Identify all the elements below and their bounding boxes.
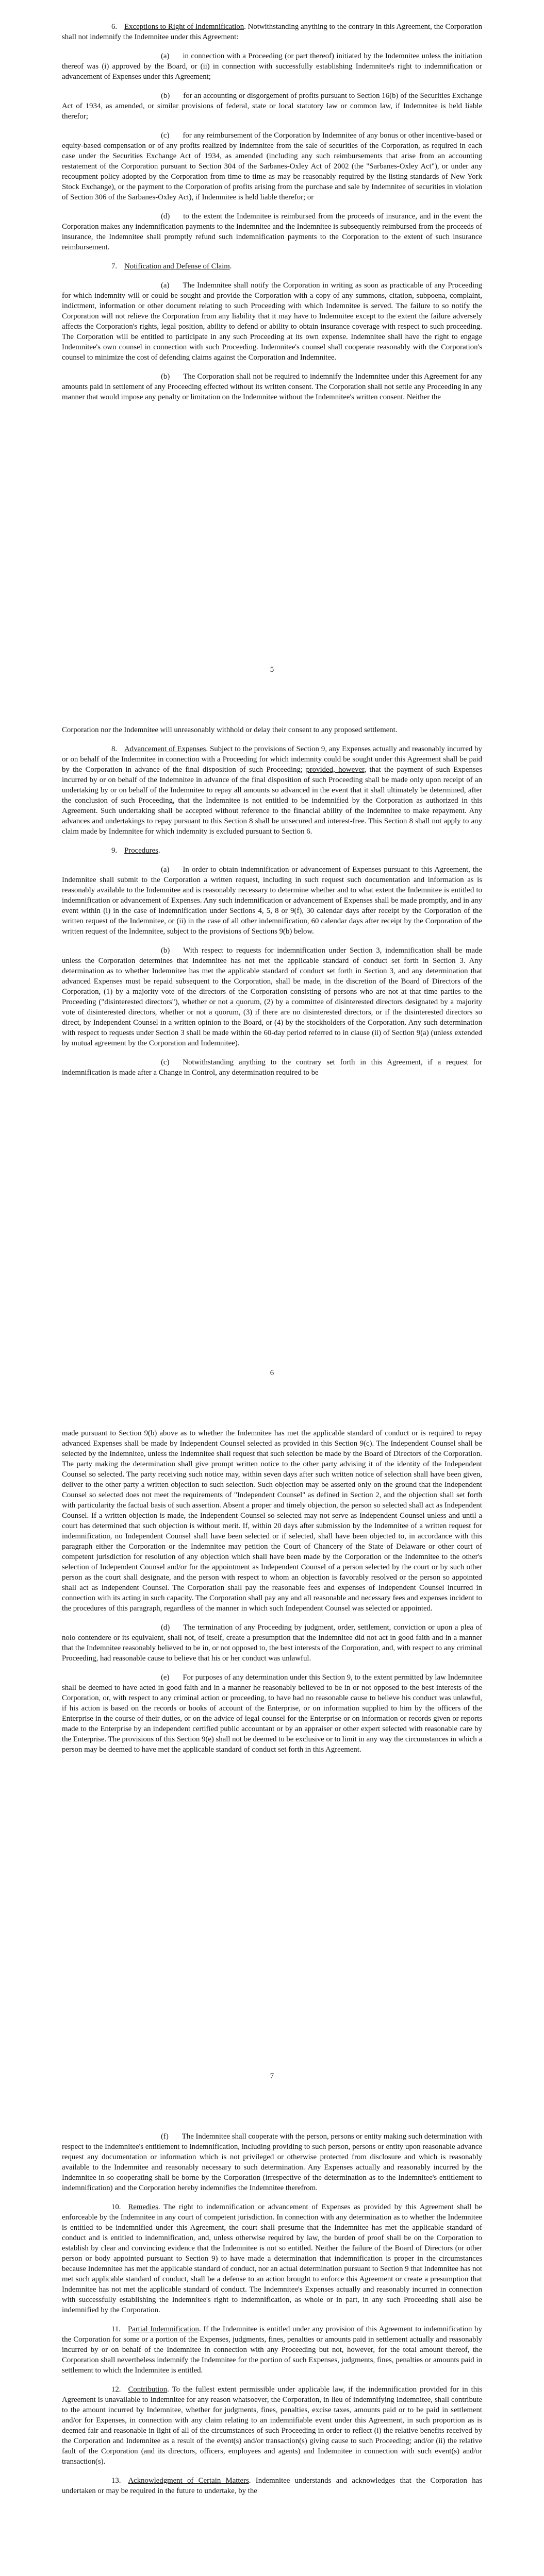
clause-label: (a) (161, 866, 170, 874)
section-11-paragraph: 11. Partial Indemnification. If the Indemnitee is entitled under any provision of this Agreement to indemnification by the Corporation for some or a portion of the Expenses, judgments, fines, penalties or amounts paid in settlement actually and reasonably incurred by or on behalf of the Indemnitee in connection with any Proceeding but not, however, for the total amount thereof, the Corporation shall nevertheless indemnify the Indemnitee for the portion of such Expenses, judgments, fines, penalties or amounts paid in settlement to which the Indemnitee is entitled. (62, 2325, 482, 2375)
document-page-6 (0, 703, 544, 1406)
section-6-paragraph: 6. Exceptions to Right of Indemnification. Notwithstanding anything to the contrary in this Agreement, the Corporation shall not indemnify the Indemnitee under this Agreement: (62, 23, 482, 41)
provided-however: provided, however (306, 766, 365, 774)
section-text: If the Indemnitee is entitled under any provision of this Agreement to indemnification by the Corporation for some or a portion of the Expenses, judgments, fines, penalties or amounts paid in settlement actually and reasonably incurred by or on behalf of the Indemnitee in connection with any Proceeding but not, however, for the total amount thereof, the Corporation shall nevertheless indemnify the Indemnitee for the portion of such Expenses, judgments, fines, penalties or amounts paid in settlement to which the Indemnitee is entitled. (62, 2325, 482, 2375)
clause-label: (d) (161, 212, 170, 221)
clause-label: (b) (161, 92, 170, 100)
clause-label: (d) (161, 1623, 170, 1632)
document-page-7 (0, 1406, 544, 2110)
section-text: Indemnitee understands and acknowledges that the Corporation has undertaken or may be required in the future to undertake, by the (62, 2477, 483, 2495)
document-page-8 (0, 2110, 544, 2576)
clause-text: The Indemnitee shall notify the Corporation in writing as soon as practicable of any Proceeding for which indemnity will or could be sought and provide the Corporation with a copy of any summons, citation, subpoena, complaint, indictment, information or other document relating to such Proceeding with which Indemnitee is served. The failure to so notify the Corporation will not relieve the Corporation from any liability that it may have to Indemnitee except to the extent the failure adversely affects the Corporation's rights, legal position, ability to defend or ability to obtain insurance coverage with respect to such proceeding. The Corporation will be entitled to participate in any such Proceeding at its own expense. Indemnitee shall have the right to engage Indemnitee's own counsel in connection with such Proceeding. Indemnitee's counsel shall cooperate reasonably with the Corporation's counsel to minimize the cost of defending claims against the Corporation and Indemnitee. (62, 281, 482, 362)
clause-9d (62, 1622, 482, 1664)
clause-text: to the extent the Indemnitee is reimbursed from the proceeds of insurance, and in the event the Corporation makes any indemnification payments to the Indemnitee and the Indemnitee is subsequently reimbursed from the proceeds of insurance, the Indemnitee shall promptly refund such indemnification payments to the Corporation to the extent of such insurance reimbursement. (62, 212, 482, 251)
clause-9e (62, 1672, 482, 1755)
clause-label: (f) (161, 2132, 169, 2141)
section-8-paragraph: 8. Advancement of Expenses. Subject to the provisions of Section 9, any Expenses actually and reasonably incurred by or on behalf of the Indemnitee in connection with a Proceeding for which indemnity could be sought under this Agreement shall be paid by the Corporation in advance of the final disposition of such Proceeding; provided, however, that the payment of such Expenses incurred by or on behalf of the Indemnitee in advance of the final disposition of such Proceeding shall be made only upon receipt of an undertaking by or on behalf of the Indemnitee to repay all amounts so advanced in the event that it shall ultimately be determined, after the conclusion of such Proceeding, that the Indemnitee is not entitled to be indemnified by the Corporation as authorized in this Agreement. Such undertaking shall be accepted without reference to the financial ability of the Indemnitee to make repayment. Any advances and undertakings to repay pursuant to this Section 8 shall be unsecured and interest-free. This Section 8 shall not apply to any claim made by Indemnitee for which indemnity is excluded pursuant to Section 6. (62, 745, 482, 836)
page-number: 5 (270, 666, 274, 674)
clause-label: (b) (161, 946, 170, 955)
carryover-text: Corporation nor the Indemnitee will unreasonably withhold or delay their consent to any proposed settlement. (62, 726, 398, 734)
section-10-paragraph: 10. Remedies. The right to indemnification or advancement of Expenses as provided by this Agreement shall be enforceable by the Indemnitee in any court of competent jurisdiction. In connection with any determination as to whether the Indemnitee is entitled to be indemnified under this Agreement, the court shall presume that the Indemnitee has met the applicable standard of conduct and is entitled to indemnification, and, unless otherwise required by law, the burden of proof shall be on the Corporation to establish by clear and convincing evidence that the Indemnitee is not so entitled. Neither the failure of the Board of Directors (or other person or body appointed pursuant to Section 9) to have made a determination that indemnification is proper in the circumstances because Indemnitee has met the applicable standard of conduct, nor an actual determination pursuant to Section 9 that Indemnitee has not met such applicable standard of conduct, shall be a defense to an action brought to enforce this Agreement or create a presumption that Indemnitee has not met the applicable standard of conduct. The Indemnitee's Expenses actually and reasonably incurred in connection with successfully establishing the Indemnitee's right to indemnification, as whole or in part, in any such Proceeding shall also be indemnified by the Corporation. (62, 2203, 482, 2314)
section-12-paragraph: 12. Contribution. To the fullest extent permissible under applicable law, if the indemnification provided for in this Agreement is unavailable to Indemnitee for any reason whatsoever, the Corporation, in lieu of indemnifying Indemnitee, shall contribute to the amount incurred by Indemnitee, whether for judgments, fines, penalties, excise taxes, amounts paid or to be paid in settlement and/or for Expenses, in connection with any claim relating to an indemnifiable event under this Agreement, in such proportion as is deemed fair and reasonable in light of all of the circumstances of such Proceeding in order to reflect (i) the relative benefits received by the Corporation and Indemnitee as a result of the event(s) and/or transaction(s) giving cause to such Proceeding; and/or (ii) the relative fault of the Corporation (and its directors, officers, employees and agents) and Indemnitee in connection with such event(s) and/or transaction(s). (62, 2385, 482, 2466)
clause-text: The Corporation shall not be required to indemnify the Indemnitee under this Agreement for any amounts paid in settlement of any Proceeding effected without its written consent. The Corporation shall not settle any Proceeding in any manner that would impose any penalty or limitation on the Indemnitee without the Indemnitee's written consent. Neither the (62, 372, 482, 401)
clause-text: The termination of any Proceeding by judgment, order, settlement, conviction or upon a plea of nolo contendere or its equivalent, shall not, of itself, create a presumption that the Indemnitee did not act in good faith and in a manner that the Indemnitee reasonably believed to be in, or not opposed to, the best interests of the Corporation, and, with respect to any criminal Proceeding, had reasonable cause to believe that his or her conduct was unlawful. (62, 1623, 482, 1663)
clause-6a (62, 51, 482, 82)
section-heading: Exceptions to Right of Indemnification (124, 23, 244, 31)
section-text: Subject to the provisions of Section 9, any Expenses actually and reasonably incurred by or on behalf of the Indemnitee in connection with a Proceeding for which indemnity could be sought under this Agreement shall be paid by the Corporation in advance of the final disposition of such Proceeding; (62, 745, 482, 774)
section-text: To the fullest extent permissible under applicable law, if the indemnification provided for in this Agreement is unavailable to Indemnitee for any reason whatsoever, the Corporation, in lieu of indemnifying Indemnitee, shall contribute to the amount incurred by Indemnitee, whether for judgments, fines, penalties, excise taxes, amounts paid or to be paid in settlement and/or for Expenses, in connection with any claim relating to an indemnifiable event under this Agreement, in such proportion as is deemed fair and reasonable in light of all of the circumstances of such Proceeding in order to reflect (i) the relative benefits received by the Corporation and Indemnitee as a result of the event(s) and/or transaction(s) giving cause to such Proceeding; and/or (ii) the relative fault of the Corporation (and its directors, officers, employees and agents) and Indemnitee in connection with such event(s) and/or transaction(s). (62, 2385, 482, 2466)
clause-9b (62, 945, 482, 1048)
page-number: 7 (270, 2072, 274, 2080)
section-heading: Contribution (128, 2385, 168, 2394)
clause-text: With respect to requests for indemnification under Section 3, indemnification shall be made unless the Corporation determines that Indemnitee has not met the applicable standard of conduct set forth in Section 3. Any determination as to whether Indemnitee has met the applicable standard of conduct set forth in Section 3, and any determination that advanced Expenses must be repaid subsequent to the Corporation, shall be made, in the discretion of the Board of Directors of the Corporation, (1) by a majority vote of the directors of the Corporation consisting of persons who are not at that time parties to the Proceeding ("disinterested directors"), whether or not a quorum, (2) by a committee of disinterested directors designated by a majority vote of disinterested directors, whether or not a quorum, (3) if there are no disinterested directors, or if the disinterested directors so direct, by Independent Counsel in a written opinion to the Board, or (4) by the stockholders of the Corporation. Any such determination with respect to requests under Section 3 shall be made within the 60-day period referred to in clause (ii) of Section 9(a) (unless extended by mutual agreement by the Corporation and Indemnitee). (62, 946, 482, 1047)
clause-text: In order to obtain indemnification or advancement of Expenses pursuant to this Agreement, the Indemnitee shall submit to the Corporation a written request, including in such request such documentation and information as is reasonably available to the Indemnitee and is reasonably necessary to determine whether and to what extent the Indemnitee is entitled to indemnification or advancement of Expenses. Any such indemnification or advancement of Expenses shall be made promptly, and in any event within (i) in the case of indemnification under Sections 4, 5, 8 or 9(f), 30 calendar days after receipt by the Corporation of the written request of the Indemnitee, or (ii) in the case of all other indemnification, 60 calendar days after receipt by the Corporation of the written request of the Indemnitee, subject to the provisions of Sections 9(b) below. (62, 866, 482, 936)
clause-6c (62, 130, 482, 202)
clause-text: Notwithstanding anything to the contrary set forth in this Agreement, if a request for indemnification is made after a Change in Control, any determination required to be (62, 1058, 482, 1077)
section-heading: Advancement of Expenses (124, 745, 206, 753)
clause-label: (c) (161, 1058, 170, 1066)
page-number: 6 (270, 1369, 274, 1377)
clause-text: For purposes of any determination under this Section 9, to the extent permitted by law Indemnitee shall be deemed to have acted in good faith and in a manner he reasonably believed to be in or not opposed to the best interests of the Corporation, or, with respect to any criminal action or proceeding, to have had no reasonable cause to believe his conduct was unlawful, if his action is based on the records or books of account of the Enterprise, or on information supplied to him by the officers of the Enterprise in the course of their duties, or on the advice of legal counsel for the Enterprise or on information or records given or reports made to the Enterprise by an independent certified public accountant or by an appraiser or other expert selected with reasonable care by the Enterprise. The provisions of this Section 9(e) shall not be deemed to be exclusive or to limit in any way the circumstances in which a person may be deemed to have met the applicable standard of conduct set forth in this Agreement. (62, 1673, 482, 1754)
section-number: 12. (111, 2385, 121, 2394)
section-7-heading: 7. Notification and Defense of Claim. (62, 261, 482, 272)
section-9-heading: 9. Procedures. (62, 845, 482, 856)
clause-label: (e) (161, 1673, 170, 1682)
section-heading: Procedures (124, 846, 158, 855)
carryover-text: made pursuant to Section 9(b) above as to whether the Indemnitee has met the applicable standard of conduct or is required to repay advanced Expenses shall be made by Independent Counsel selected as provided in this Section 9(c). The Independent Counsel shall be selected by the Indemnitee, unless the Indemnitee shall request that such selection be made by the Board of Directors of the Corporation. The party making the determination shall give prompt written notice to the other party advising it of the identity of the Independent Counsel so selected. The party receiving such notice may, within seven days after such written notice of selection shall have been given, deliver to the other party a written objection to such selection. Such objection may be asserted only on the ground that the Independent Counsel so selected does not meet the requirements of "Independent Counsel" as defined in Section 2, and the objection shall set forth with particularity the factual basis of such assertion. Absent a proper and timely objection, the person so selected shall act as Independent Counsel. If a written objection is made, the Independent Counsel so selected may not serve as Independent Counsel unless and until a court has determined that such objection is without merit. If, within 20 days after submission by the Indemnitee of a written request for indemnification, no Independent Counsel shall have been selected or if selected, shall have been objected to, in accordance with this paragraph either the Corporation or the Indemnitee may petition the Court of Chancery of the State of Delaware or other court of competent jurisdiction for resolution of any objection which shall have been made by the Corporation or the Indemnitee to the other's selection of Independent Counsel and/or for the appointment as Independent Counsel of a person selected by the court or by such other person as the court shall designate, and the person with respect to whom an objection is favorably resolved or the person so appointed shall act as Independent Counsel. The Corporation shall pay the reasonable fees and expenses of Independent Counsel incurred in connection with its acting in such capacity. The Corporation shall pay any and all reasonable and necessary fees and expenses incident to the procedures of this paragraph, regardless of the manner in which such Independent Counsel was selected or appointed. (62, 1429, 482, 1613)
section-text: Notwithstanding anything to the contrary in this Agreement, the Corporation shall not indemnify the Indemnitee under this Agreement: (62, 23, 482, 41)
section-number: 8. (111, 745, 118, 753)
section-number: 7. (111, 262, 118, 270)
section-text: The right to indemnification or advancement of Expenses as provided by this Agreement shall be enforceable by the Indemnitee in any court of competent jurisdiction. In connection with any determination as to whether the Indemnitee is entitled to be indemnified under this Agreement, the court shall presume that the Indemnitee has met the applicable standard of conduct and is entitled to indemnification, and, unless otherwise required by law, the burden of proof shall be on the Corporation to establish by clear and convincing evidence that the Indemnitee is not so entitled. Neither the failure of the Board of Directors (or other person or body appointed pursuant to Section 9) to have made a determination that indemnification is proper in the circumstances because Indemnitee has met the applicable standard of conduct, nor an actual determination pursuant to Section 9 that Indemnitee has not met such applicable standard of conduct, shall be a defense to an action brought to enforce this Agreement or create a presumption that Indemnitee has not met the applicable standard of conduct. The Indemnitee's Expenses actually and reasonably incurred in connection with successfully establishing the Indemnitee's right to indemnification, as whole or in part, in any such Proceeding shall also be indemnified by the Corporation. (62, 2203, 482, 2314)
section-heading: Partial Indemnification (127, 2325, 199, 2333)
section-number: 9. (111, 846, 118, 855)
clause-text: in connection with a Proceeding (or part thereof) initiated by the Indemnitee unless the initiation thereof was (i) approved by the Board, or (ii) in connection with successfully establishing Indemnitee's right to indemnification or advancement of Expenses under this Agreement; (62, 52, 482, 81)
section-heading: Remedies (128, 2203, 158, 2211)
section-number: 13. (111, 2477, 121, 2485)
section-heading: Notification and Defense of Claim (124, 262, 230, 270)
clause-text: for any reimbursement of the Corporation by Indemnitee of any bonus or other incentive-based or equity-based compensation or of any profits realized by Indemnitee from the sale of securities of the Corporation, as required in each case under the Securities Exchange Act of 1934, as amended (including any such reimbursements that arise from an accounting restatement of the Corporation pursuant to Section 304 of the Sarbanes-Oxley Act of 2002 (the "Sarbanes-Oxley Act"), or under any recoupment policy adopted by the Corporation from time to time as may be reasonably required by the listing standards of New York Stock Exchange), or the payment to the Corporation of profits arising from the purchase and sale by Indemnitee of securities in violation of Section 306 of the Sarbanes-Oxley Act), if Indemnitee is held liable therefor; or (62, 131, 482, 201)
section-13-paragraph: 13. Acknowledgment of Certain Matters. Indemnitee understands and acknowledges that the Corporation has undertaken or may be required in the future to undertake, by the (62, 2477, 483, 2495)
section-number: 11. (111, 2325, 121, 2333)
clause-text: for an accounting or disgorgement of profits pursuant to Section 16(b) of the Securities Exchange Act of 1934, as amended, or similar provisions of federal, state or local statutory law or common law, if Indemnitee is held liable therefor; (62, 92, 482, 121)
clause-label: (b) (161, 372, 170, 381)
section-number: 10. (111, 2203, 121, 2211)
clause-text: The Indemnitee shall cooperate with the person, persons or entity making such determination with respect to the Indemnitee's entitlement to indemnification, including providing to such person, persons or entity upon reasonable advance request any documentation or information which is not privileged or otherwise protected from disclosure and which is reasonably available to the Indemnitee and reasonably necessary to such determination. Any Expenses actually and reasonably incurred by the Indemnitee in so cooperating shall be borne by the Corporation (irrespective of the determination as to the Indemnitee's entitlement to indemnification) and the Corporation hereby indemnifies the Indemnitee therefrom. (62, 2132, 482, 2192)
section-heading: Acknowledgment of Certain Matters (128, 2477, 249, 2485)
clause-6d (62, 211, 482, 252)
clause-9c (62, 1057, 482, 1078)
clause-6b (62, 91, 482, 122)
document-page-5 (0, 0, 544, 703)
clause-9f (62, 2131, 482, 2193)
section-text-continued: , that the payment of such Expenses incurred by or on behalf of the Indemnitee in advance of the final disposition of such Proceeding shall be made only upon receipt of an undertaking by or on behalf of the Indemnitee to repay all amounts so advanced in the event that it shall ultimately be determined, after the conclusion of such Proceeding, that the Indemnitee is not entitled to be indemnified by the Corporation as authorized in this Agreement. Such undertaking shall be accepted without reference to the financial ability of the Indemnitee to make repayment. Any advances and undertakings to repay pursuant to this Section 8 shall be unsecured and interest-free. This Section 8 shall not apply to any claim made by Indemnitee for which indemnity is excluded pursuant to Section 6. (62, 766, 482, 836)
clause-7b (62, 371, 482, 402)
clause-label: (a) (161, 52, 170, 60)
clause-7a (62, 280, 482, 363)
clause-9a (62, 865, 482, 937)
clause-label: (a) (161, 281, 170, 290)
clause-label: (c) (161, 131, 170, 140)
section-number: 6. (111, 23, 118, 31)
